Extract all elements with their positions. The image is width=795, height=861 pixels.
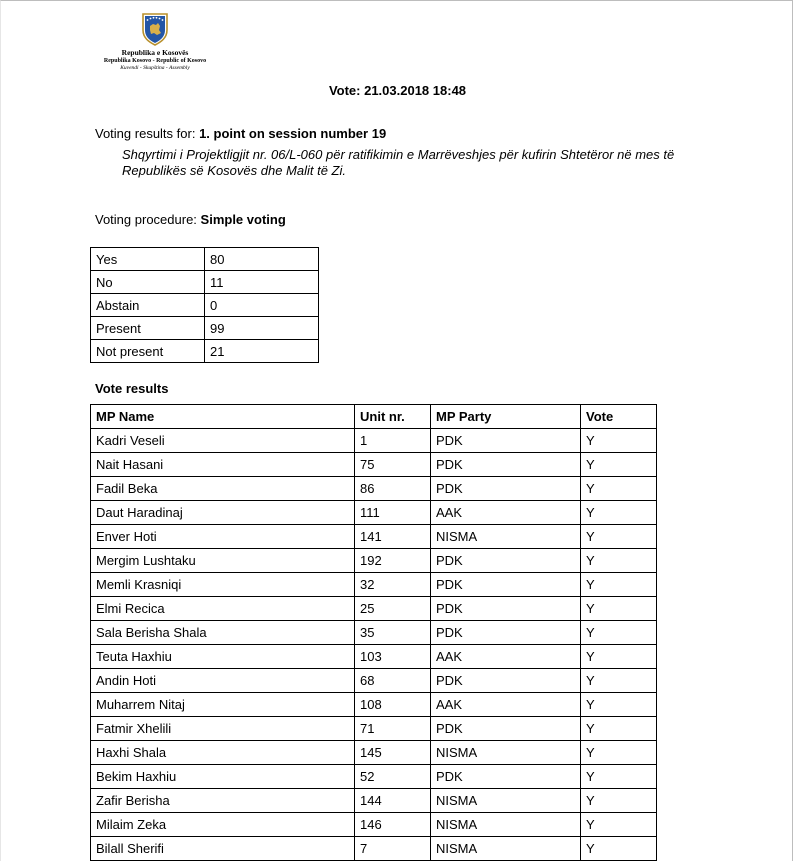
mp-party-cell: PDK <box>431 453 581 477</box>
table-row <box>91 429 657 453</box>
unit-nr-cell: 108 <box>355 693 431 717</box>
vote-cell: Y <box>581 645 657 669</box>
procedure-value: Simple voting <box>200 212 286 227</box>
mp-party-cell: NISMA <box>431 813 581 837</box>
results-for-label: Voting results for: <box>95 126 196 141</box>
vote-title: Vote: 21.03.2018 18:48 <box>328 83 467 98</box>
mp-name-cell: Bekim Haxhiu <box>91 765 355 789</box>
results-for-value: 1. point on session number 19 <box>199 126 387 141</box>
vote-cell: Y <box>581 525 657 549</box>
unit-nr-cell: 35 <box>355 621 431 645</box>
summary-label: Abstain <box>91 294 205 317</box>
mp-name-cell: Haxhi Shala <box>91 741 355 765</box>
unit-nr-cell: 111 <box>355 501 431 525</box>
agenda-description: Shqyrtimi i Projektligjit nr. 06/L-060 për ratifikimin e Marrëveshjes për kufirin Shtetëror në mes të Republikës së Kosovës dhe Malit të Zi. <box>122 147 675 178</box>
unit-nr-cell: 75 <box>355 453 431 477</box>
unit-nr-cell: 7 <box>355 837 431 861</box>
mp-name-cell: Fadil Beka <box>91 477 355 501</box>
summary-row <box>91 271 319 294</box>
vote-cell: Y <box>581 477 657 501</box>
unit-nr-cell: 86 <box>355 477 431 501</box>
summary-value: 99 <box>205 317 319 340</box>
unit-nr-cell: 52 <box>355 765 431 789</box>
org-name-albanian: Republika e Kosovës <box>121 48 189 57</box>
procedure-label: Voting procedure: <box>95 212 197 227</box>
summary-row <box>91 248 319 271</box>
table-row <box>91 573 657 597</box>
unit-nr-cell: 192 <box>355 549 431 573</box>
table-row <box>91 765 657 789</box>
kosovo-emblem-icon <box>140 12 170 46</box>
mp-party-cell: NISMA <box>431 525 581 549</box>
mp-party-cell: PDK <box>431 669 581 693</box>
table-row <box>91 525 657 549</box>
table-row <box>91 693 657 717</box>
mp-party-cell: NISMA <box>431 789 581 813</box>
summary-value: 21 <box>205 340 319 363</box>
summary-label: Present <box>91 317 205 340</box>
table-row <box>91 453 657 477</box>
unit-nr-cell: 103 <box>355 645 431 669</box>
unit-nr-cell: 144 <box>355 789 431 813</box>
mp-name-cell: Memli Krasniqi <box>91 573 355 597</box>
vote-results-table <box>90 404 657 861</box>
mp-party-cell: PDK <box>431 477 581 501</box>
column-header-vote: Vote <box>581 405 657 429</box>
vote-cell: Y <box>581 765 657 789</box>
column-header-unit-nr: Unit nr. <box>355 405 431 429</box>
vote-cell: Y <box>581 453 657 477</box>
summary-value: 0 <box>205 294 319 317</box>
mp-party-cell: AAK <box>431 693 581 717</box>
unit-nr-cell: 141 <box>355 525 431 549</box>
table-row <box>91 501 657 525</box>
mp-name-cell: Milaim Zeka <box>91 813 355 837</box>
vote-results-heading: Vote results <box>95 381 169 396</box>
mp-name-cell: Bilall Sherifi <box>91 837 355 861</box>
table-row <box>91 789 657 813</box>
vote-cell: Y <box>581 573 657 597</box>
mp-party-cell: PDK <box>431 597 581 621</box>
table-row <box>91 741 657 765</box>
voting-procedure <box>95 212 286 227</box>
summary-label: Yes <box>91 248 205 271</box>
vote-cell: Y <box>581 741 657 765</box>
mp-name-cell: Daut Haradinaj <box>91 501 355 525</box>
vote-cell: Y <box>581 837 657 861</box>
unit-nr-cell: 32 <box>355 573 431 597</box>
summary-row <box>91 317 319 340</box>
unit-nr-cell: 145 <box>355 741 431 765</box>
voting-results-for <box>95 126 386 141</box>
summary-row <box>91 294 319 317</box>
unit-nr-cell: 68 <box>355 669 431 693</box>
mp-party-cell: AAK <box>431 501 581 525</box>
vote-cell: Y <box>581 813 657 837</box>
summary-value: 80 <box>205 248 319 271</box>
mp-party-cell: PDK <box>431 549 581 573</box>
table-row <box>91 837 657 861</box>
mp-party-cell: AAK <box>431 645 581 669</box>
vote-cell: Y <box>581 789 657 813</box>
vote-summary-table <box>90 247 319 363</box>
mp-name-cell: Muharrem Nitaj <box>91 693 355 717</box>
mp-name-cell: Teuta Haxhiu <box>91 645 355 669</box>
mp-party-cell: PDK <box>431 717 581 741</box>
mp-party-cell: PDK <box>431 573 581 597</box>
table-row <box>91 669 657 693</box>
org-name-serbian-english: Republika Kosovo - Republic of Kosovo <box>103 58 207 64</box>
mp-party-cell: NISMA <box>431 741 581 765</box>
column-header-mp-name: MP Name <box>91 405 355 429</box>
vote-cell: Y <box>581 429 657 453</box>
summary-label: Not present <box>91 340 205 363</box>
table-row <box>91 477 657 501</box>
vote-cell: Y <box>581 621 657 645</box>
mp-name-cell: Elmi Recica <box>91 597 355 621</box>
table-row <box>91 813 657 837</box>
mp-name-cell: Nait Hasani <box>91 453 355 477</box>
vote-cell: Y <box>581 717 657 741</box>
table-row <box>91 597 657 621</box>
table-row <box>91 621 657 645</box>
unit-nr-cell: 71 <box>355 717 431 741</box>
assembly-name: Kuvendi - Skupština - Assembly <box>120 65 190 71</box>
unit-nr-cell: 25 <box>355 597 431 621</box>
vote-cell: Y <box>581 501 657 525</box>
mp-party-cell: PDK <box>431 429 581 453</box>
mp-name-cell: Kadri Veseli <box>91 429 355 453</box>
mp-name-cell: Fatmir Xhelili <box>91 717 355 741</box>
vote-cell: Y <box>581 549 657 573</box>
summary-value: 11 <box>205 271 319 294</box>
mp-name-cell: Mergim Lushtaku <box>91 549 355 573</box>
table-row <box>91 549 657 573</box>
vote-cell: Y <box>581 597 657 621</box>
mp-name-cell: Zafir Berisha <box>91 789 355 813</box>
table-header-row <box>91 405 657 429</box>
summary-label: No <box>91 271 205 294</box>
column-header-mp-party: MP Party <box>431 405 581 429</box>
mp-party-cell: PDK <box>431 765 581 789</box>
mp-name-cell: Andin Hoti <box>91 669 355 693</box>
vote-cell: Y <box>581 693 657 717</box>
mp-name-cell: Sala Berisha Shala <box>91 621 355 645</box>
document-header <box>95 12 215 71</box>
mp-party-cell: NISMA <box>431 837 581 861</box>
unit-nr-cell: 146 <box>355 813 431 837</box>
table-row <box>91 717 657 741</box>
mp-party-cell: PDK <box>431 621 581 645</box>
summary-row <box>91 340 319 363</box>
unit-nr-cell: 1 <box>355 429 431 453</box>
table-row <box>91 645 657 669</box>
vote-cell: Y <box>581 669 657 693</box>
mp-name-cell: Enver Hoti <box>91 525 355 549</box>
